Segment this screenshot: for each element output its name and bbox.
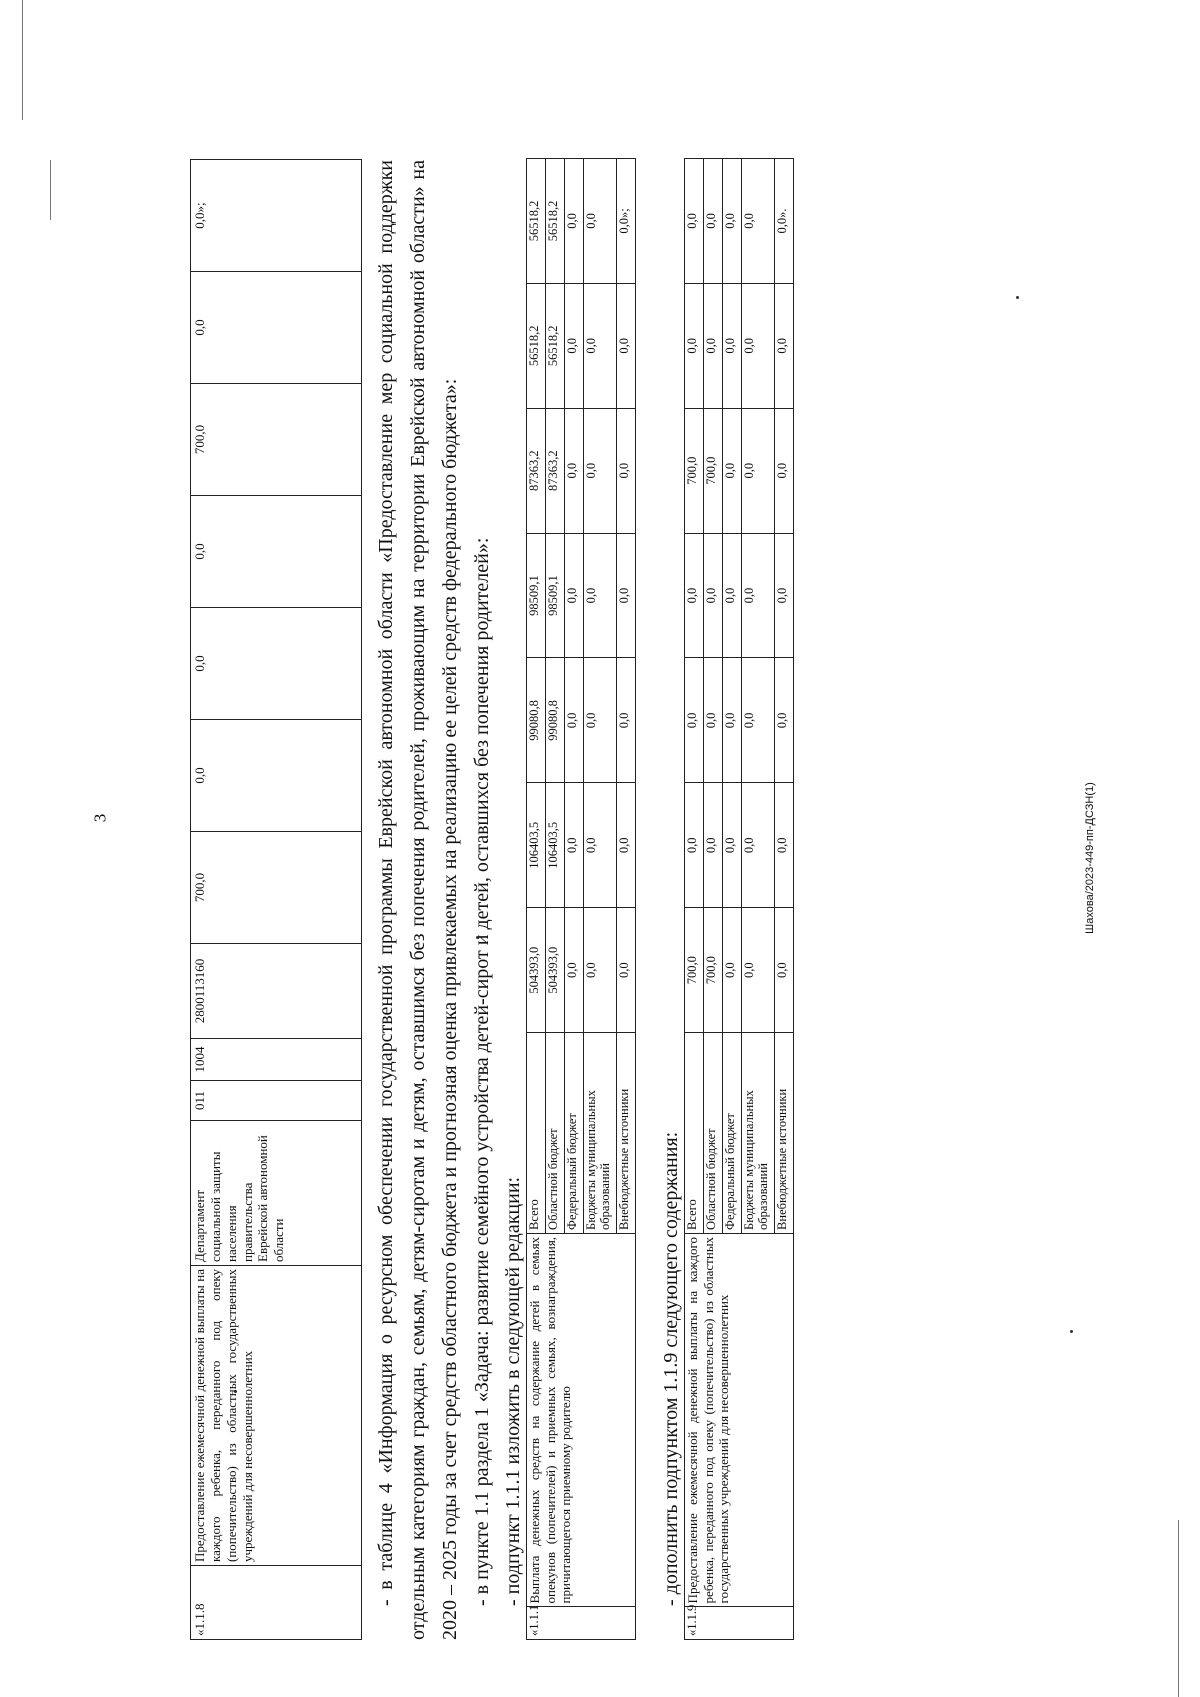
value-cell: 87363,2 [527, 408, 546, 533]
value-cell: 0,0 [723, 533, 742, 658]
value-cell: 0,0 [617, 533, 636, 658]
value-cell: 0,0 [565, 658, 584, 783]
value-cell: 0,0 [617, 658, 636, 783]
value-cell: 56518,2 [546, 159, 565, 284]
value-cell: 0,0 [723, 783, 742, 908]
value-cell: 0,0 [685, 783, 704, 908]
value-cell: 0,0 [565, 533, 584, 658]
csr-code: 2800113160 [191, 944, 362, 1039]
scan-edge-line [50, 160, 51, 220]
value-cell: 0,0»; [191, 160, 362, 272]
value-cell: 106403,5 [546, 783, 565, 908]
scan-speck [1070, 1330, 1073, 1333]
value-cell: 700,0 [704, 408, 723, 533]
value-cell: 700,0 [704, 908, 723, 1033]
paragraph-table-4 [370, 160, 466, 1640]
value-cell: 0,0 [584, 908, 617, 1033]
funding-source: Бюджеты муниципальных образований [742, 1033, 775, 1234]
grbs-code: 011 [191, 1081, 362, 1121]
value-cell: 0,0 [742, 408, 775, 533]
value-cell: 0,0 [704, 283, 723, 408]
table-1-1-8 [190, 159, 362, 1640]
value-cell: 0,0 [191, 720, 362, 832]
value-cell: 0,0 [685, 159, 704, 284]
value-cell: 0,0 [723, 658, 742, 783]
funding-source: Внебюджетные источники [775, 1033, 794, 1234]
value-cell: 0,0 [723, 283, 742, 408]
row-description: Выплата денежных средств на содержание детей в семьях опекунов (попечителей) и приемных семьях, вознаграждения, причитающегося приемному родителю [527, 1233, 636, 1607]
value-cell: 0,0 [704, 533, 723, 658]
value-cell: 0,0»; [617, 159, 636, 284]
value-cell: 0,0 [685, 658, 704, 783]
value-cell: 0,0 [584, 783, 617, 908]
page-number: 3 [90, 813, 110, 823]
value-cell: 0,0 [742, 159, 775, 284]
value-cell: 56518,2 [527, 283, 546, 408]
value-cell: 0,0 [775, 908, 794, 1033]
funding-source: Бюджеты муниципальных образований [584, 1033, 617, 1234]
scan-edge-line [22, 0, 23, 120]
value-cell: 56518,2 [527, 159, 546, 284]
heading-1-1-1: - подпункт 1.1.1 изложить в следующей редакции: [502, 1176, 524, 1606]
funding-source: Областной бюджет [704, 1033, 723, 1234]
value-cell: 0,0 [775, 783, 794, 908]
row-description: Предоставление ежемесячной денежной выплаты на каждого ребенка, переданного под опеку (попечительство) из областных государственных учреждений для несовершеннолетних [191, 1266, 362, 1566]
value-cell: 98509,1 [527, 533, 546, 658]
value-cell: 0,0 [775, 533, 794, 658]
value-cell: 0,0 [775, 658, 794, 783]
row-code: «1.1.9 [685, 1607, 794, 1640]
value-cell: 0,0 [742, 533, 775, 658]
funding-source: Федеральный бюджет [565, 1033, 584, 1234]
value-cell: 0,0 [704, 159, 723, 284]
value-cell: 0,0 [775, 283, 794, 408]
value-cell: 504393,0 [527, 908, 546, 1033]
value-cell: 700,0 [685, 908, 704, 1033]
value-cell: 0,0 [565, 159, 584, 284]
value-cell: 0,0 [775, 408, 794, 533]
paragraph-table-4-text: - в таблице 4 «Информация о ресурсном обеспечении государственной программы Еврейской автономной области «Предоставление мер социальной поддержки отдельным категориям граждан, семьям, детям-сиротам и детям, оставшимся без попечения родителей, проживающим на территории Еврейской автономной области» на 2020 – 2025 годы за счет средств областного бюджета и прогнозная оценка привлекаемых на реализацию ее целей средств федерального бюджета»: [375, 160, 461, 1640]
funding-source: Всего [685, 1033, 704, 1234]
value-cell: 0,0 [723, 908, 742, 1033]
value-cell: 0,0 [191, 608, 362, 720]
value-cell: 0,0 [565, 408, 584, 533]
value-cell: 700,0 [191, 384, 362, 496]
table-1-1-1 [526, 158, 636, 1640]
value-cell: 0,0 [584, 283, 617, 408]
value-cell: 0,0 [742, 283, 775, 408]
value-cell: 0,0 [723, 159, 742, 284]
table-row [191, 160, 362, 1640]
value-cell: 0,0 [617, 908, 636, 1033]
value-cell: 0,0 [565, 908, 584, 1033]
value-cell: 87363,2 [546, 408, 565, 533]
value-cell: 0,0 [584, 159, 617, 284]
funding-source: Федеральный бюджет [723, 1033, 742, 1234]
row-executor: Департамент социальной защиты населения правительства Еврейской автономной области [191, 1121, 362, 1266]
paragraph-point-1-1-text: - в пункте 1.1 раздела 1 «Задача: развитие семейного устройства детей-сирот и детей, оставшихся без попечения родителей»: [471, 537, 493, 1606]
footer-code [1080, 782, 1100, 934]
heading-1-1-9: - дополнить подпунктом 1.1.9 следующего содержания: [660, 1131, 682, 1606]
scan-speck [1016, 296, 1019, 299]
value-cell: 0,0 [584, 408, 617, 533]
value-cell: 0,0». [775, 159, 794, 284]
value-cell: 700,0 [685, 408, 704, 533]
value-cell: 0,0 [565, 783, 584, 908]
value-cell: 0,0 [685, 533, 704, 658]
funding-source: Областной бюджет [546, 1033, 565, 1234]
table-row [527, 159, 546, 1640]
rzpr-code: 1004 [191, 1039, 362, 1081]
value-cell: 0,0 [742, 908, 775, 1033]
value-cell: 0,0 [685, 283, 704, 408]
value-cell: 0,0 [617, 283, 636, 408]
table-row [685, 159, 704, 1640]
table-1-1-9 [684, 158, 794, 1640]
value-cell: 0,0 [723, 408, 742, 533]
value-cell: 700,0 [191, 832, 362, 944]
footer-code-text: Шахова/2023-449-пп-ДСЗН(1) [1084, 782, 1096, 934]
value-cell: 0,0 [617, 408, 636, 533]
value-cell: 0,0 [617, 783, 636, 908]
value-cell: 56518,2 [546, 283, 565, 408]
rotated-document-body [190, 80, 789, 1640]
value-cell: 0,0 [584, 658, 617, 783]
value-cell: 99080,8 [546, 658, 565, 783]
value-cell: 0,0 [565, 283, 584, 408]
row-description: Предоставление ежемесячной денежной выплаты на каждого ребенка, переданного под опеку (попечительство) из областных государственных учреждений для несовершеннолетних [685, 1233, 794, 1607]
value-cell: 0,0 [191, 272, 362, 384]
value-cell: 98509,1 [546, 533, 565, 658]
value-cell: 99080,8 [527, 658, 546, 783]
paragraph-point-1-1 [466, 160, 498, 1640]
value-cell: 0,0 [191, 496, 362, 608]
value-cell: 0,0 [704, 783, 723, 908]
row-code: «1.1.1 [527, 1607, 636, 1640]
row-code: «1.1.8 [191, 1566, 362, 1640]
funding-source: Внебюджетные источники [617, 1033, 636, 1234]
scan-edge-line [1178, 1520, 1179, 1697]
value-cell: 0,0 [584, 533, 617, 658]
value-cell: 0,0 [742, 783, 775, 908]
funding-source: Всего [527, 1033, 546, 1234]
value-cell: 0,0 [704, 658, 723, 783]
value-cell: 504393,0 [546, 908, 565, 1033]
value-cell: 106403,5 [527, 783, 546, 908]
value-cell: 0,0 [742, 658, 775, 783]
